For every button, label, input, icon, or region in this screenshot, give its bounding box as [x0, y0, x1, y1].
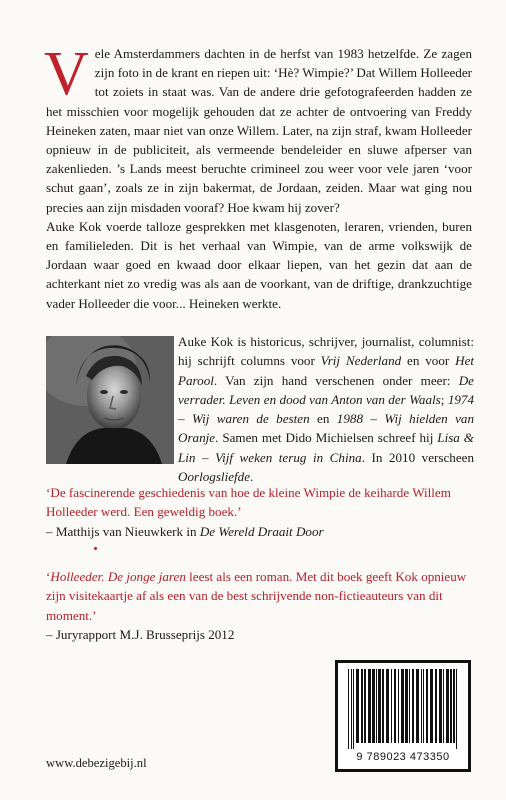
barcode-bar [382, 669, 384, 743]
barcode-bar [446, 669, 449, 743]
barcode-bar [435, 669, 437, 743]
barcode-bar [394, 669, 396, 743]
blurb-text-1: ele Amsterdammers dachten in de herfst van 1983 hetzelfde. Ze zagen zijn foto in de krant en riepen uit: ‘Hè? Wimpie?’ Dat Willem Holleeder tot zoiets in staat was. Van de andere drie gefotografeerden hadden ze het misschien voor mogelijk gehouden dat ze achter de ontvoering van Freddy Heineken zaten, maar niet van onze Willem. Later, na zijn straf, kwam Holleeder opnieuw in de publiciteit, als vermeende bendeleider en sluwe afperser van zakenlieden. ’s Lands meest beruchte crimineel zou weer voor vele jaren ‘voor schut gaan’, zoals ze in zijn bakermat, de Jordaan, zeiden. Maar wat ging nou precies aan zijn misdaden vooraf? Hoe kwam hij zover? [46, 46, 472, 215]
review-quote-1-text: ‘De fascinerende geschiedenis van hoe de kleine Wimpie de keiharde Willem Holleeder werd. Een geweldig boek.’ [46, 485, 451, 520]
decorative-mark [94, 547, 97, 550]
barcode-bar [376, 669, 377, 743]
barcode-bar [412, 669, 414, 743]
barcode-bar [368, 669, 371, 743]
review-quote-2-attribution: – Juryrapport M.J. Brusseprijs 2012 [46, 626, 235, 642]
barcode-bar [421, 669, 422, 743]
barcode-bar [372, 669, 375, 743]
drop-cap: V [44, 40, 89, 108]
review-quote-2-text: ‘Holleeder. De jonge jaren leest als een roman. Met dit boek geeft Kok opnieuw zijn visitekaartje af als een van de best schrijvende non-fictieauteurs van dit moment.’ [46, 569, 467, 623]
barcode-bar [426, 669, 428, 743]
blurb-text-2: Auke Kok voerde talloze gesprekken met klasgenoten, leraren, vrienden, buren en familieleden. Dit is het verhaal van Wimpie, van de arme volkswijk de Jordaan waar goed en kwaad door elkaar liepen, van het gezin dat aan de achterkant niet zo vredig was als aan de voorkant, van de driftige, drankzuchtige vader Holleeder die voor... Heineken werkte. [46, 218, 472, 311]
barcode-bar [398, 669, 399, 743]
barcode-bar [423, 669, 424, 743]
barcode-bar [364, 669, 366, 743]
barcode-bar [378, 669, 381, 743]
barcode-bars [338, 667, 468, 749]
blurb-paragraph-1 [44, 40, 472, 217]
barcode-bar [443, 669, 444, 743]
isbn-barcode [335, 660, 471, 772]
barcode-bar [351, 669, 352, 749]
barcode-bar [353, 669, 354, 749]
barcode-bar [409, 669, 410, 743]
barcode-bar [416, 669, 419, 743]
barcode-bar [348, 669, 349, 749]
barcode-bar [430, 669, 433, 743]
author-bio-text: Auke Kok is historicus, schrijver, journalist, columnist: hij schrijft columns voor Vrij Nederland en voor Het Parool. Van zijn hand verschenen onder meer: De verrader. Leven en dood van Anton van der Waals; 1974 – Wij waren de besten en 1988 – Wij hielden van Oranje. Samen met Dido Michielsen schreef hij Lisa & Lin – Vijf weken terug in China. In 2010 verscheen Oorlogsliefde. [178, 334, 475, 485]
publisher-website: www.debezigebij.nl [46, 756, 147, 770]
blurb-paragraph-2 [46, 217, 472, 313]
isbn-digits: 9 789023 473350 [356, 751, 450, 763]
barcode-bar [401, 669, 404, 743]
review-quote-1 [46, 483, 476, 541]
barcode-bar [456, 669, 457, 749]
barcode-bar [391, 669, 392, 743]
barcode-bar [405, 669, 408, 743]
barcode-bar [450, 669, 452, 743]
blurb [44, 40, 472, 313]
author-bio [178, 332, 474, 486]
barcode-bar [361, 669, 363, 743]
barcode-bar [356, 669, 359, 743]
barcode-bar [453, 669, 455, 743]
review-quote-1-attribution: – Matthijs van Nieuwkerk in De Wereld Draait Door [46, 523, 324, 539]
barcode-bar [439, 669, 442, 743]
author-photo [46, 336, 174, 464]
review-quote-2 [46, 567, 476, 644]
barcode-bar [386, 669, 389, 743]
